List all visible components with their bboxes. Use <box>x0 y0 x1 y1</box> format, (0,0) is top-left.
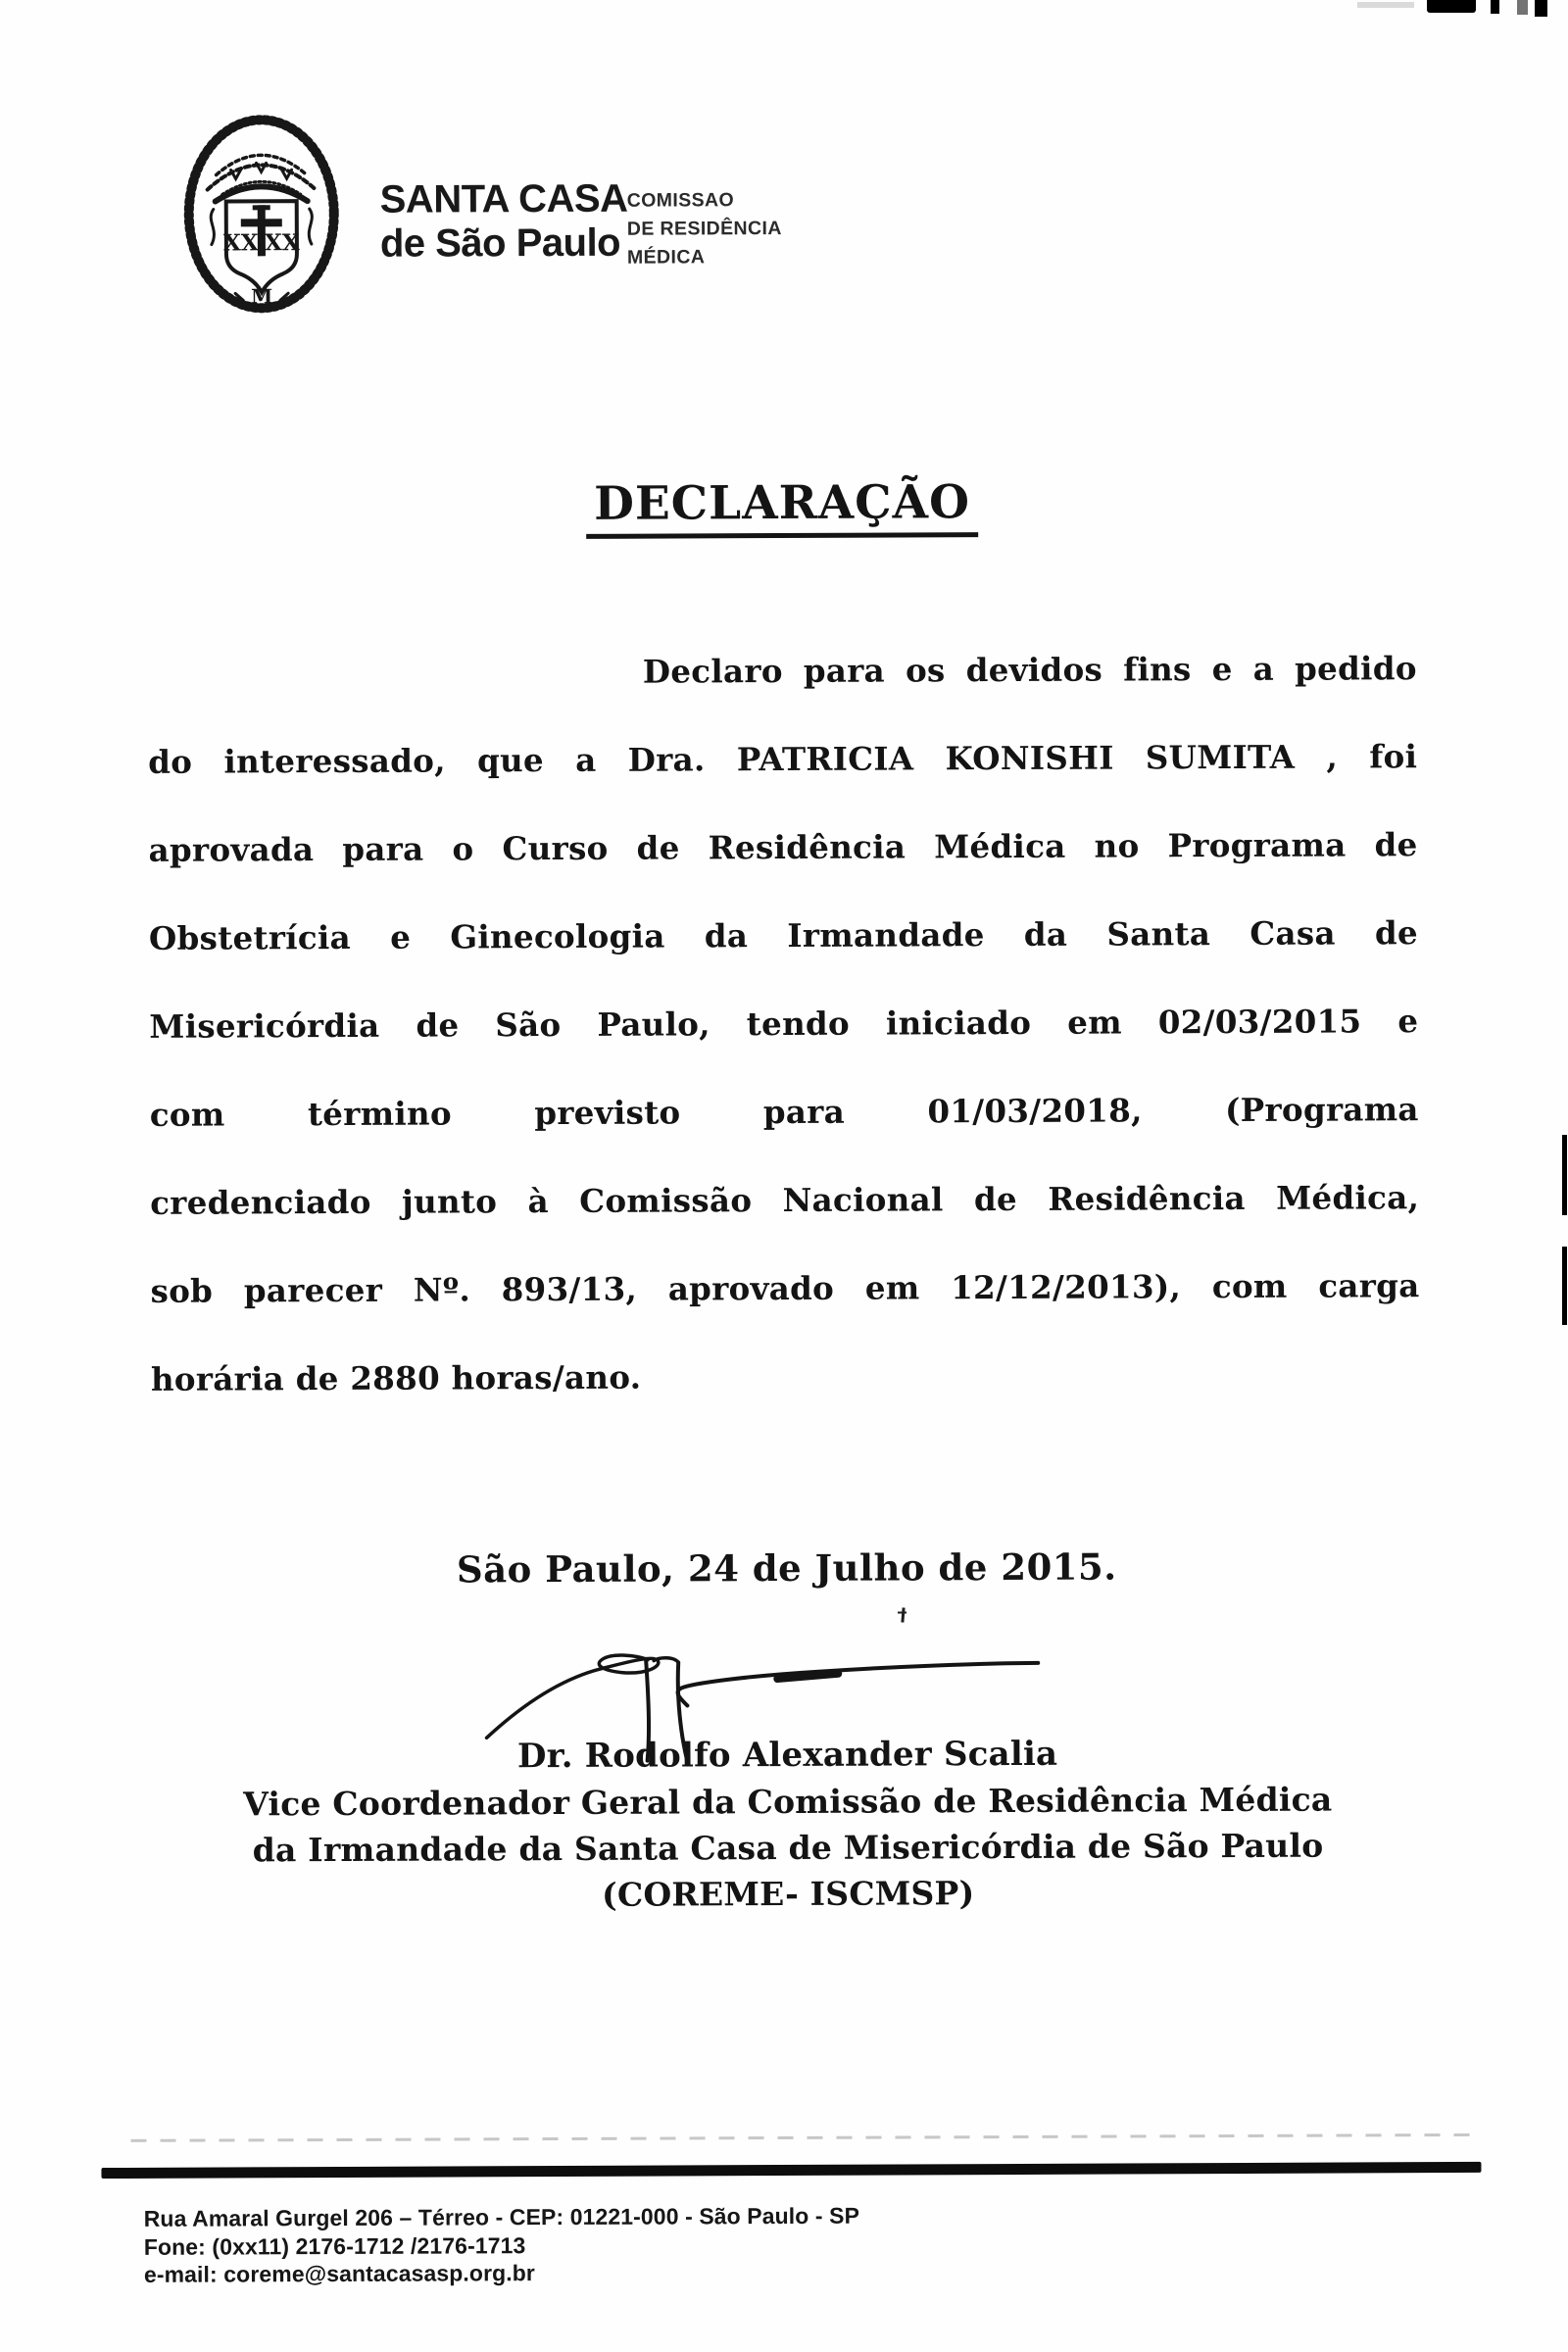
org-name-line1: SANTA CASA <box>379 176 628 221</box>
signer-title-line3: (COREME- ISCMSP) <box>602 1874 975 1914</box>
seal-bottom-m: M <box>251 284 273 309</box>
department-line1: COMISSAO <box>626 189 735 212</box>
santa-casa-seal <box>179 110 343 318</box>
body-line: credenciado junto à Comissão Nacional de Residência Médica, <box>150 1178 1420 1222</box>
signature-block <box>4 1730 1568 1921</box>
body-line: aprovada para o Curso de Residência Médica no Programa de <box>148 825 1418 869</box>
scan-artifact-stray-mark <box>901 1607 905 1622</box>
department-line2: DE RESIDÊNCIA <box>626 218 782 240</box>
seal-left-xx: XX <box>222 229 259 257</box>
footer-contact <box>144 2202 860 2289</box>
body-line: Misericórdia de São Paulo, tendo iniciado em 02/03/2015 e <box>149 1002 1419 1046</box>
body-line: horária de 2880 horas/ano. <box>150 1357 642 1398</box>
department-name <box>627 186 782 272</box>
document-title: DECLARAÇÃO <box>586 475 978 539</box>
signer-name: Dr. Rodolfo Alexander Scalia <box>516 1734 1058 1777</box>
footer-address: Rua Amaral Gurgel 206 – Térreo - CEP: 01221-000 - São Paulo - SP <box>143 2202 860 2231</box>
footer-email: e-mail: coreme@santacasasp.org.br <box>143 2260 535 2287</box>
place-date-line: São Paulo, 24 de Julho de 2015. <box>456 1544 1117 1592</box>
signer-title-line1: Vice Coordenador Geral da Comissão de Residência Médica <box>243 1780 1333 1824</box>
org-name <box>380 177 628 267</box>
scan-artifact-stray-mark <box>898 1611 906 1613</box>
body-line: sob parecer Nº. 893/13, aprovado em 12/12/2013), com carga <box>150 1266 1420 1310</box>
signer-title-line2: da Irmandade da Santa Casa de Misericórdia de São Paulo <box>252 1826 1324 1870</box>
footer-rule <box>101 2162 1481 2179</box>
body-line: Obstetrícia e Ginecologia da Irmandade da Santa Casa de <box>148 913 1419 957</box>
body-text <box>148 624 1421 1424</box>
footer-faint-dashed-line <box>130 2133 1483 2142</box>
body-line: do interessado, que a Dra. PATRICIA KONISHI SUMITA , foi <box>148 737 1418 781</box>
department-line3: MÉDICA <box>626 246 706 269</box>
seal-right-xx: XX <box>264 229 300 257</box>
title-row <box>0 473 1566 542</box>
org-name-line2: de São Paulo <box>379 220 621 266</box>
body-line: Declaro para os devidos fins e a pedido <box>642 649 1417 691</box>
body-line: com término previsto para 01/03/2018, (Programa <box>149 1090 1419 1134</box>
footer-phone: Fone: (0xx11) 2176-1712 /2176-1713 <box>143 2231 526 2260</box>
